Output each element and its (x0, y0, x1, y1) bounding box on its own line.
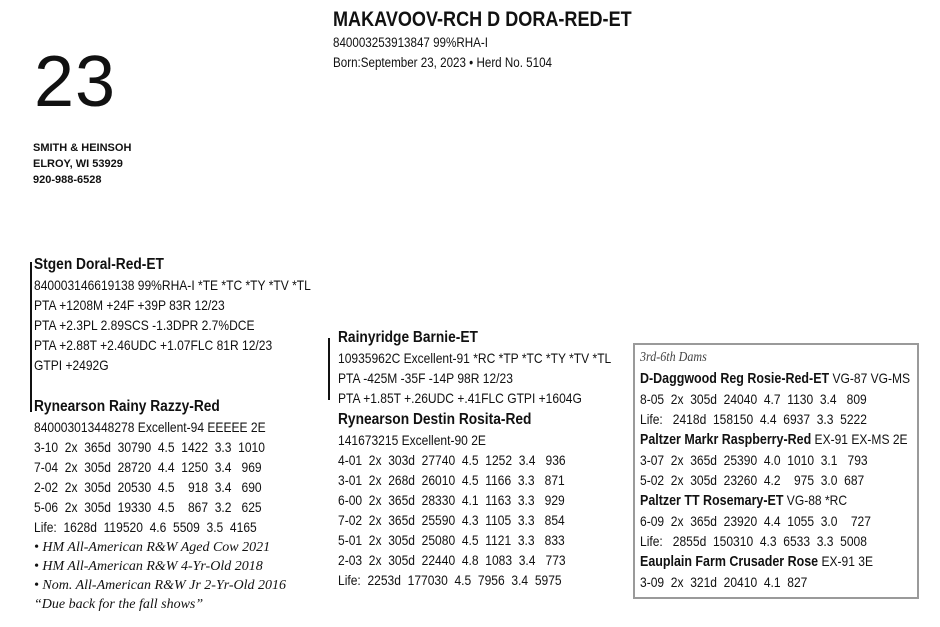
dam-entry (640, 429, 910, 450)
dam-record: 2-02 2x 305d 20530 4.5 918 3.4 690 (34, 479, 262, 495)
dam-note: “Due back for the fall shows” (34, 597, 204, 612)
dam-lifetime-record: Life: 1628d 119520 4.6 5509 3.5 4165 (34, 519, 257, 535)
grand-dam-record: 6-00 2x 365d 28330 4.1 1163 3.3 929 (338, 492, 565, 508)
dam-entry-record: 3-07 2x 365d 25390 4.0 1010 3.1 793 (640, 452, 868, 468)
consignor-block (33, 140, 131, 188)
mgs-line: PTA +1.85T +.26UDC +.41FLC GTPI +1604G (338, 390, 582, 406)
dam-entry-name: Paltzer TT Rosemary-ET (640, 493, 784, 509)
lot-number: 23 (34, 42, 117, 122)
dam-entry (640, 368, 910, 389)
dam-entry-score: VG-88 *RC (786, 492, 848, 508)
sire-bracket-line (30, 262, 32, 412)
dams-header: 3rd-6th Dams (640, 350, 707, 365)
dam-entry-record: 6-09 2x 365d 23920 4.4 1055 3.0 727 (640, 513, 871, 529)
dam-record: 5-06 2x 305d 19330 4.5 867 3.2 625 (34, 499, 262, 515)
dam-note: • Nom. All-American R&W Jr 2-Yr-Old 2016 (34, 578, 287, 593)
dam-entry-record: 3-09 2x 321d 20410 4.1 827 (640, 574, 808, 590)
consignor-city: ELROY, WI 53929 (33, 158, 123, 170)
dam-entry-score: VG-87 VG-MS (832, 370, 911, 386)
dam-name: Rynearson Rainy Razzy-Red (34, 398, 220, 415)
grand-dam-id-line: 141673215 Excellent-90 2E (338, 432, 486, 448)
grand-dam-record: 7-02 2x 365d 25590 4.3 1105 3.3 854 (338, 512, 565, 528)
dam-notes (34, 538, 286, 614)
grand-dam-record: 2-03 2x 305d 22440 4.8 1083 3.4 773 (338, 552, 566, 568)
mgs-line: 10935962C Excellent-91 *RC *TP *TC *TY *TV *TL (338, 350, 612, 366)
sire-line: PTA +1208M +24F +39P 83R 12/23 (34, 297, 225, 313)
sire-name: Stgen Doral-Red-ET (34, 256, 164, 273)
animal-born-line: Born:September 23, 2023 • Herd No. 5104 (333, 55, 552, 70)
animal-id-line: 840003253913847 99%RHA-I (333, 35, 488, 50)
grand-dam-block (338, 410, 566, 590)
animal-name: MAKAVOOV-RCH D DORA-RED-ET (333, 8, 632, 31)
dam-entry-score: EX-91 EX-MS 2E (814, 431, 908, 447)
dam-entry-name: Paltzer Markr Raspberry-Red (640, 432, 812, 448)
dam-entry (640, 490, 910, 511)
consignor-phone: 920-988-6528 (33, 174, 102, 186)
sire-line: PTA +2.88T +2.46UDC +1.07FLC 81R 12/23 (34, 337, 273, 353)
sire-line: GTPI +2492G (34, 357, 109, 373)
grand-dam-record: 3-01 2x 268d 26010 4.5 1166 3.3 871 (338, 472, 565, 488)
dam-entry-record: 8-05 2x 305d 24040 4.7 1130 3.4 809 (640, 391, 867, 407)
dam-entry-record: 5-02 2x 305d 23260 4.2 975 3.0 687 (640, 472, 865, 488)
mgs-name: Rainyridge Barnie-ET (338, 329, 478, 346)
dam-record: 7-04 2x 305d 28720 4.4 1250 3.4 969 (34, 459, 262, 475)
dam-id-line: 840003013448278 Excellent-94 EEEEE 2E (34, 419, 266, 435)
mgs-line: PTA -425M -35F -14P 98R 12/23 (338, 370, 513, 386)
consignor-name: SMITH & HEINSOH (33, 142, 132, 154)
dam-note: • HM All-American R&W Aged Cow 2021 (34, 540, 271, 555)
grand-dam-record: 4-01 2x 303d 27740 4.5 1252 3.4 936 (338, 452, 566, 468)
dam-note: • HM All-American R&W 4-Yr-Old 2018 (34, 559, 263, 574)
dam-record: 3-10 2x 365d 30790 4.5 1422 3.3 1010 (34, 439, 265, 455)
mgs-bracket-line (328, 338, 330, 400)
dam-entry-score: EX-91 3E (821, 553, 873, 569)
dam-entry (640, 551, 910, 572)
dam-block (34, 397, 266, 537)
grand-dam-record: 5-01 2x 305d 25080 4.5 1121 3.3 833 (338, 532, 565, 548)
dam-entry-name: Eauplain Farm Crusader Rose (640, 554, 819, 570)
dam-entry-record: Life: 2855d 150310 4.3 6533 3.3 5008 (640, 533, 867, 549)
grand-dam-lifetime-record: Life: 2253d 177030 4.5 7956 3.4 5975 (338, 572, 562, 588)
dam-entry-name: D-Daggwood Reg Rosie-Red-ET (640, 371, 830, 387)
sire-line: PTA +2.3PL 2.89SCS -1.3DPR 2.7%DCE (34, 317, 255, 333)
grand-dam-name: Rynearson Destin Rosita-Red (338, 411, 532, 428)
sire-line: 840003146619138 99%RHA-I *TE *TC *TY *TV *TL (34, 277, 311, 293)
sire-block (34, 255, 311, 375)
dam-entry-record: Life: 2418d 158150 4.4 6937 3.3 5222 (640, 411, 867, 427)
mgs-block (338, 328, 611, 408)
dams-3rd-6th-block (640, 348, 910, 592)
